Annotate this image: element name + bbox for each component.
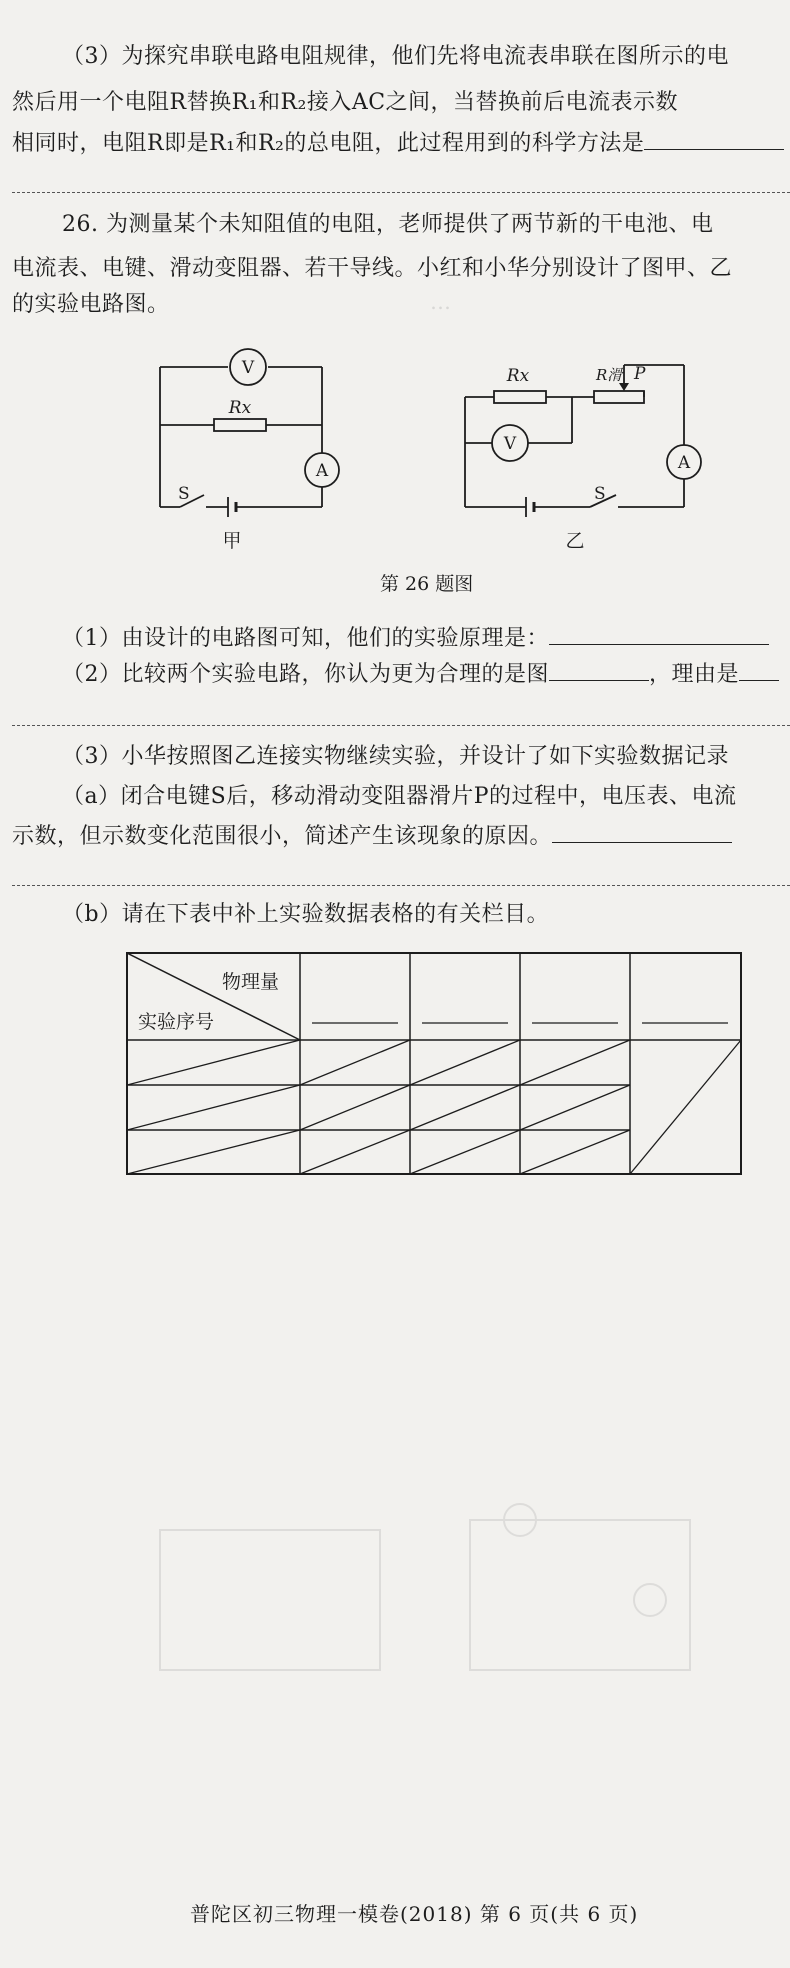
- q26-intro-line2: 电流表、电键、滑动变阻器、若干导线。小红和小华分别设计了图甲、乙: [12, 256, 733, 281]
- label-v-yi: V: [503, 434, 517, 454]
- table-header-trial-no: 实验序号: [138, 1011, 215, 1033]
- q26-part2-blank-reason[interactable]: [739, 658, 779, 681]
- label-a-yi: A: [677, 453, 691, 473]
- q26-part3: （3）小华按照图乙连接实物继续实验，并设计了如下实验数据记录: [62, 744, 729, 769]
- q26-part3a-line1: （a）闭合电键S后，移动滑动变阻器滑片P的过程中，电压表、电流: [62, 784, 737, 809]
- circuit-yi: [465, 365, 701, 517]
- q26-part1: [62, 622, 769, 654]
- q26-part1-text: （1）由设计的电路图可知，他们的实验原理是：: [62, 626, 549, 651]
- label-jia: 甲: [222, 530, 242, 552]
- q25-part3-line2: 然后用一个电阻R替换R₁和R₂接入AC之间，当替换前后电流表示数: [12, 90, 679, 115]
- label-v-jia: V: [241, 358, 255, 378]
- section-divider: [12, 725, 790, 726]
- q25-part3-line3-text: 相同时，电阻R即是R₁和R₂的总电阻，此过程用到的科学方法是: [12, 131, 645, 156]
- bleed-through-text: …: [430, 290, 451, 314]
- label-p: P: [634, 364, 646, 384]
- label-rslide: R滑: [596, 366, 623, 384]
- label-rx-jia: Rx: [228, 398, 252, 418]
- q26-part2-blank-figure[interactable]: [549, 658, 649, 681]
- q26-part2: [62, 658, 779, 690]
- q26-part3a-blank[interactable]: [552, 820, 732, 843]
- q26-part3a-line2-text: 示数，但示数变化范围很小，简述产生该现象的原因。: [12, 824, 553, 849]
- q25-part3-line3: [12, 127, 784, 159]
- label-s-jia: S: [178, 484, 190, 504]
- q26-part2-text-b: ，理由是: [649, 662, 740, 687]
- q25-answer-blank[interactable]: [644, 127, 784, 150]
- label-yi: 乙: [565, 530, 585, 552]
- q26-intro-line1: 26. 为测量某个未知阻值的电阻，老师提供了两节新的干电池、电: [62, 212, 714, 237]
- q25-part3-line1: （3）为探究串联电路电阻规律，他们先将电流表串联在图所示的电: [62, 44, 729, 69]
- label-a-jia: A: [315, 461, 329, 481]
- q26-intro-line3: 的实验电路图。: [12, 292, 170, 317]
- q26-part3b: （b）请在下表中补上实验数据表格的有关栏目。: [62, 902, 550, 927]
- resistor-rx-jia: [214, 419, 266, 431]
- section-divider: [12, 885, 790, 886]
- page-footer: 普陀区初三物理一模卷(2018) 第 6 页(共 6 页): [190, 1902, 639, 1926]
- data-table: [0, 945, 790, 1185]
- circuit-diagrams: [0, 335, 790, 560]
- resistor-rx-yi: [494, 391, 546, 403]
- bleed-through-figure: [140, 1490, 740, 1720]
- q26-part1-blank[interactable]: [549, 622, 769, 645]
- rheostat-yi: [594, 391, 644, 403]
- figure-caption: 第 26 题图: [380, 573, 474, 595]
- slider-arrowhead: [619, 383, 629, 391]
- label-s-yi: S: [594, 484, 606, 504]
- q26-part3a-line2: [12, 820, 732, 852]
- section-divider: [12, 192, 790, 193]
- q26-part2-text-a: （2）比较两个实验电路，你认为更为合理的是图: [62, 662, 549, 687]
- table-header-quantity: 物理量: [222, 971, 280, 993]
- label-rx-yi: Rx: [506, 366, 530, 386]
